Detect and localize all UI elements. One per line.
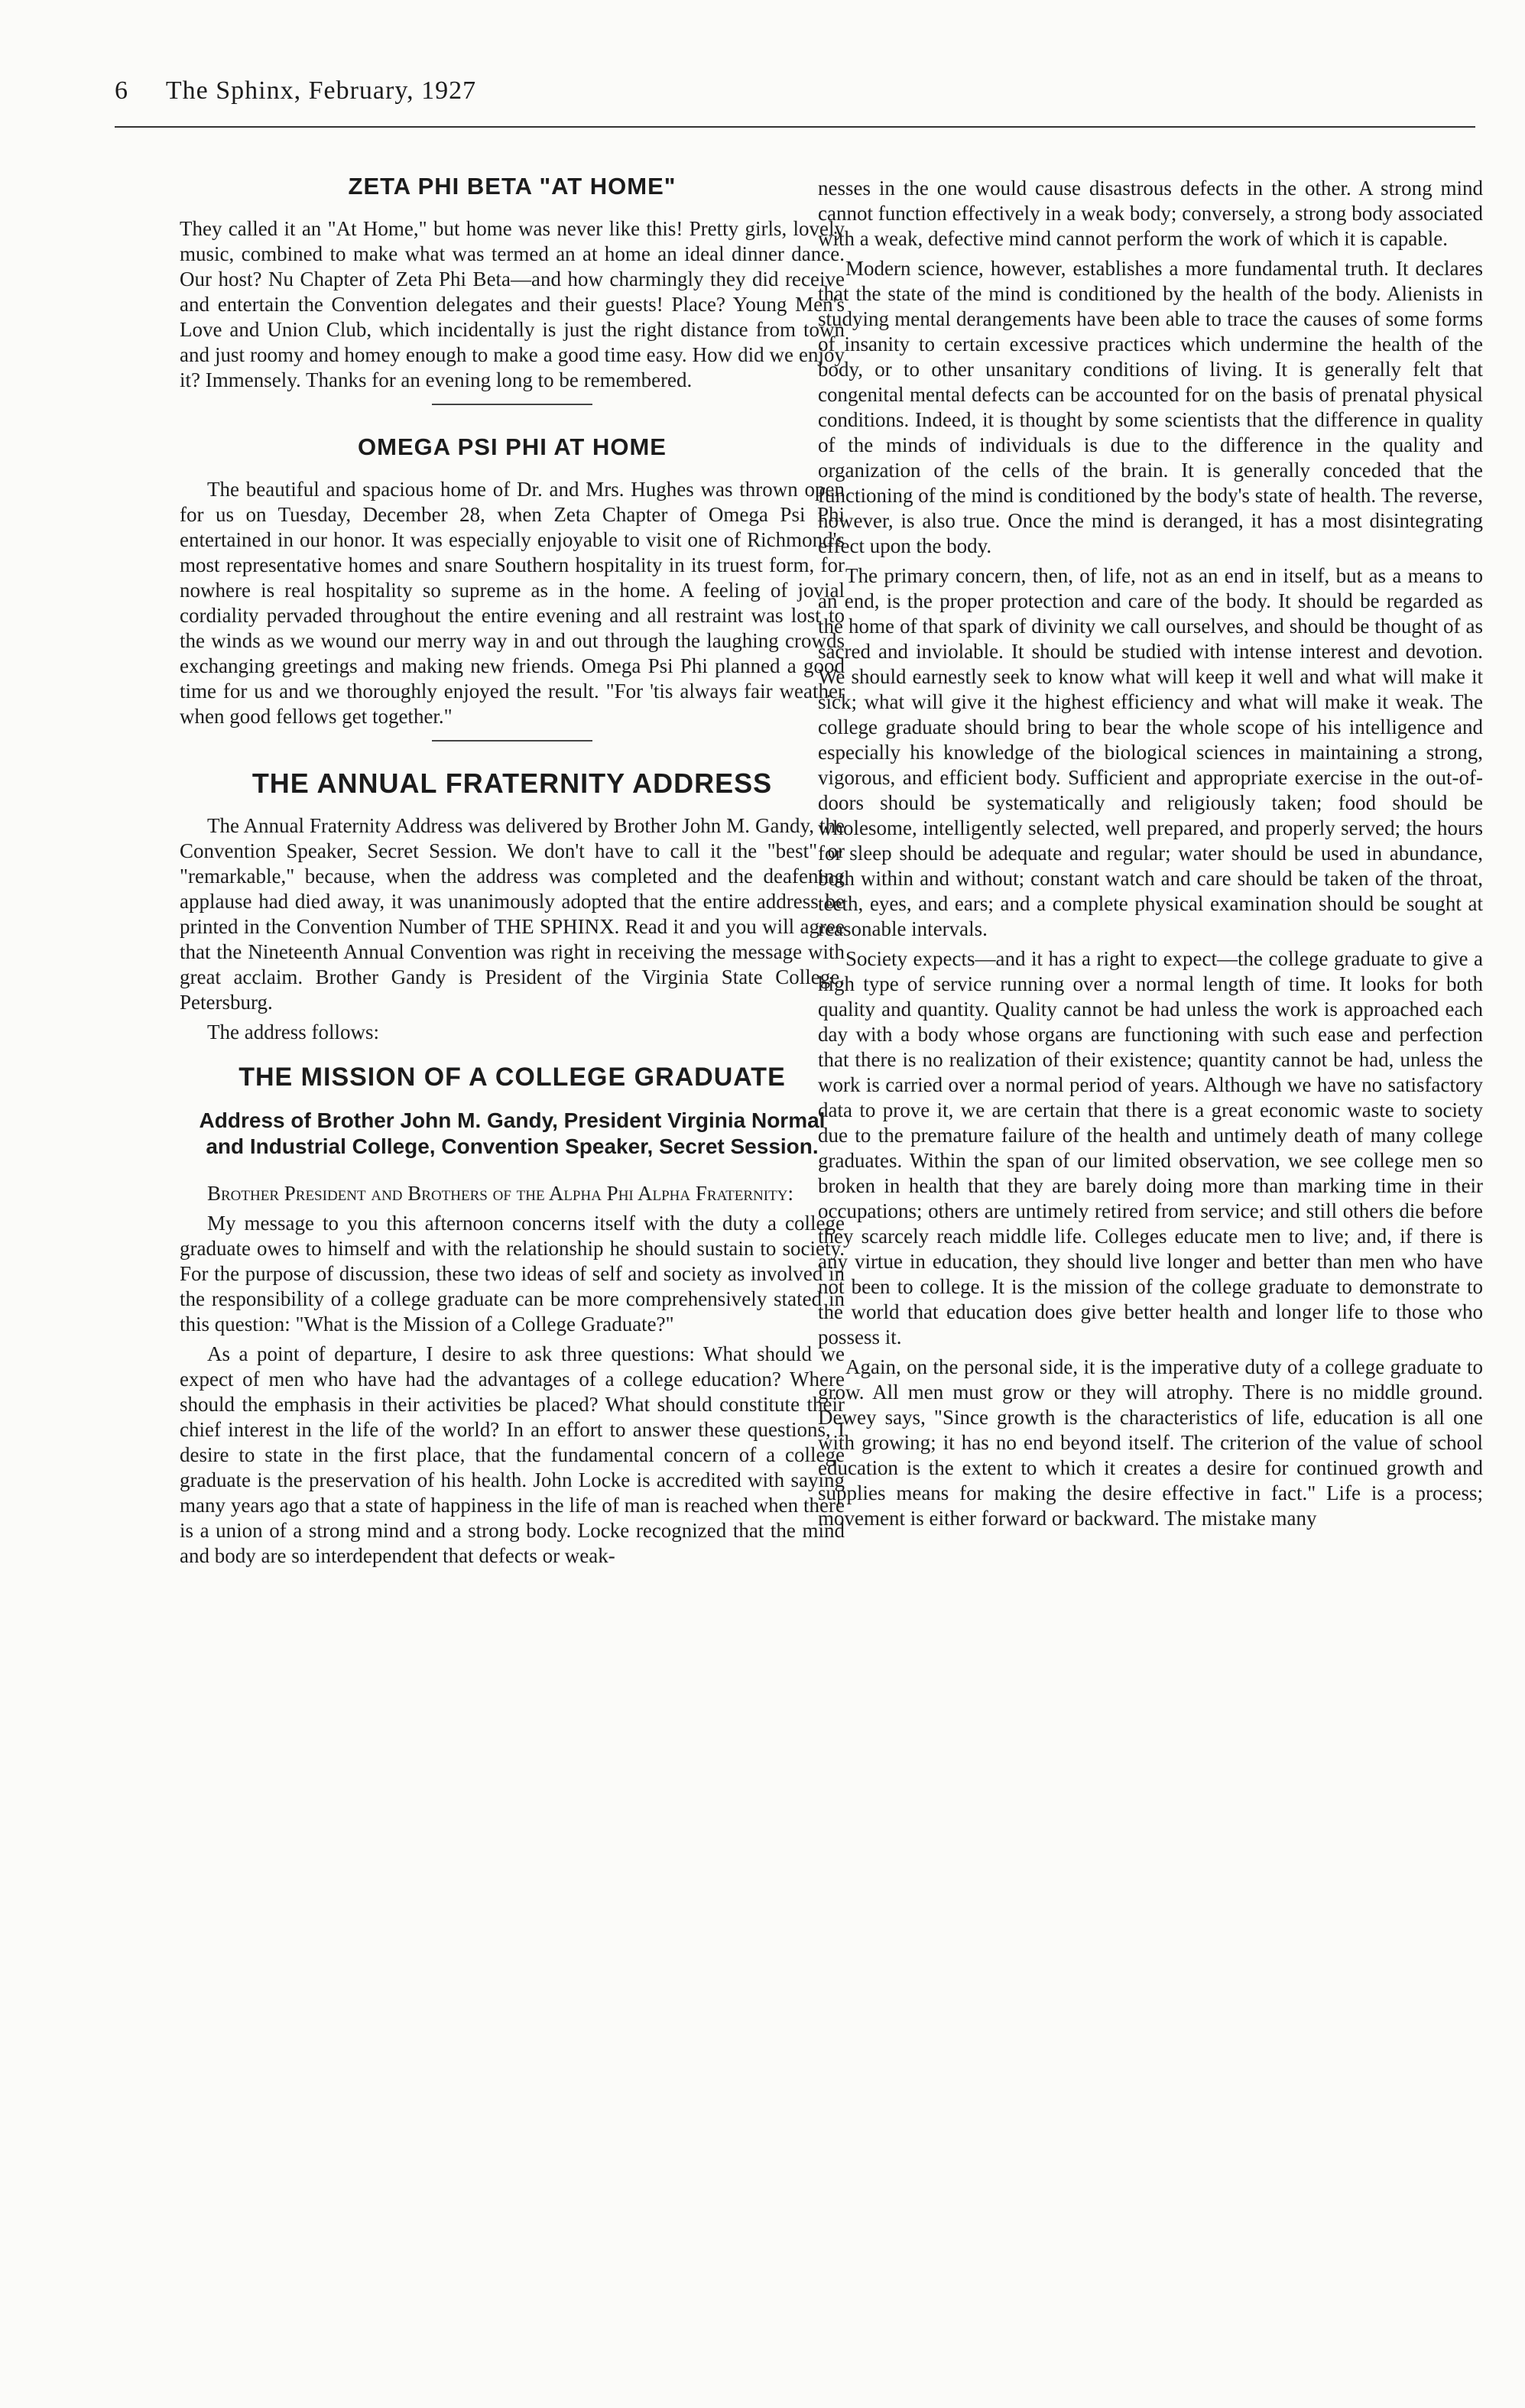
- omega-title: OMEGA PSI PHI AT HOME: [358, 433, 667, 460]
- mission-subtitle: Address of Brother John M. Gandy, President Virginia Normal and Industrial College, Convention Speaker, Secret Session.: [199, 1108, 826, 1158]
- address-intro-paragraph: The Annual Fraternity Address was delivered by Brother John M. Gandy, the Convention Speaker, Secret Session. We don't have to call it the "best" or "remarkable," because, when the address was completed and the deafening applause had died away, it was unanimously adopted that the entire address be printed in the Convention Number of THE SPHINX. Read it and you will agree that the Nineteenth Annual Convention was right in receiving the message with great acclaim. Brother Gandy is President of the Virginia State College, Petersburg.: [180, 814, 845, 1014]
- right-column: [818, 176, 1483, 1536]
- body-paragraph: Modern science, however, establishes a more fundamental truth. It declares that the state of the mind is conditioned by the health of the body. Alienists in studying mental derangements have been able to trace the causes of some forms of insanity to certain excessive practices which undermine the health of the body, or to other unsanitary conditions of living. It is generally felt that congenital mental defects can be accounted for on the basis of prenatal physical conditions. Indeed, it is thought by some scientists that the difference in quality of the minds of individuals is due to the difference in the quality and organization of the cells of the brain. It is generally conceded that the functioning of the mind is conditioned by the body's state of health. The reverse, however, is also true. Once the mind is deranged, it has a most disintegrating effect upon the body.: [818, 257, 1483, 557]
- body-paragraph: Again, on the personal side, it is the imperative duty of a college graduate to grow. All men must grow or they will atrophy. There is no middle ground. Dewey says, "Since growth is the characteristics of life, education is all one with growing; it has no end beyond itself. The criterion of the value of school education is the extent to which it creates a desire for continued growth and supplies means for making the desire effective in fact." Life is a process; movement is either forward or backward. The mistake many: [818, 1355, 1483, 1530]
- page-number: 6: [115, 76, 128, 105]
- section-divider: [432, 404, 592, 405]
- body-paragraph: nesses in the one would cause disastrous defects in the other. A strong mind cannot function effectively in a weak body; conversely, a strong body associated with a weak, defective mind cannot perform the work of which it is capable.: [818, 177, 1483, 250]
- header-rule: [115, 126, 1475, 128]
- left-column: [180, 172, 845, 1573]
- address-intro-paragraph: The address follows:: [207, 1021, 379, 1043]
- mission-title: THE MISSION OF A COLLEGE GRADUATE: [238, 1063, 786, 1092]
- section-divider: [432, 740, 592, 742]
- address-intro-title: THE ANNUAL FRATERNITY ADDRESS: [251, 768, 773, 799]
- running-title: The Sphinx, February, 1927: [165, 76, 477, 105]
- mission-paragraph: My message to you this afternoon concerns itself with the duty a college graduate owes to himself and with the relationship he should sustain to society. For the purpose of discussion, these two ideas of self and society as involved in the responsibility of a college graduate can be more comprehensively stated in this question: "What is the Mission of a College Graduate?": [180, 1212, 845, 1335]
- omega-paragraph: The beautiful and spacious home of Dr. and Mrs. Hughes was thrown open for us on Tuesday, December 28, when Zeta Chapter of Omega Psi Phi entertained in our honor. It was especially enjoyable to visit one of Richmond's most representative homes and snare Southern hospitality in its truest form, for nowhere is real hospitality so supreme as in the home. A feeling of jovial cordiality pervaded throughout the entire evening and all restraint was lost to the winds as we wound our merry way in and out through the laughing crowds exchanging greetings and making new friends. Omega Psi Phi planned a good time for us and we thoroughly enjoyed the result. "For 'tis always fair weather when good fellows get together.": [180, 478, 845, 728]
- zeta-title: ZETA PHI BETA "AT HOME": [348, 173, 677, 200]
- body-paragraph: The primary concern, then, of life, not as an end in itself, but as a means to an end, is the proper protection and care of the body. It should be regarded as the home of that spark of divinity we call ourselves, and should be thought of as sacred and inviolable. It should be studied with intense interest and devotion. We should earnestly seek to know what will keep it well and what will make it sick; what will give it the highest efficiency and what will make it weak. The college graduate should bring to bear the whole scope of his intelligence and especially his knowledge of the biological sciences in maintaining a strong, vigorous, and efficient body. Sufficient and appropriate exercise in the out-of-doors should be systematically and religiously taken; food should be wholesome, intelligently selected, well prepared, and properly served; the hours for sleep should be adequate and regular; water should be used in abundance, both within and without; constant watch and care should be taken of the throat, teeth, eyes, and ears; and a complete physical examination should be sought at reasonable intervals.: [818, 564, 1483, 940]
- mission-paragraph: As a point of departure, I desire to ask three questions: What should we expect of men who have had the advantages of a college education? Where should the emphasis in their activities be placed? What should constitute their chief interest in the life of the world? In an effort to answer these questions, I desire to state in the first place, that the fundamental concern of a college graduate is the preservation of his health. John Locke is accredited with saying many years ago that a state of happiness in the life of man is reached when there is a union of a strong mind and a strong body. Locke recognized that the mind and body are so interdependent that defects or weak-: [180, 1342, 845, 1567]
- running-head: [115, 76, 1475, 105]
- zeta-paragraph: They called it an "At Home," but home was never like this! Pretty girls, lovely music, combined to make what was termed an at home an ideal dinner dance. Our host? Nu Chapter of Zeta Phi Beta—and how charmingly they did receive and entertain the Convention delegates and their guests! Place? Young Men's Love and Union Club, which incidentally is just the right distance from town and just roomy and homey enough to make a good time easy. How did we enjoy it? Immensely. Thanks for an evening long to be remembered.: [180, 217, 845, 391]
- mission-salutation: Brother President and Brothers of the Alpha Phi Alpha Fraternity:: [207, 1182, 793, 1205]
- body-paragraph: Society expects—and it has a right to expect—the college graduate to give a high type of service running over a normal length of time. It looks for both quality and quantity. Quality cannot be had unless the work is approached each day with a body whose organs are functioning with such ease and perfection that there is no realization of their existence; quantity cannot be had, unless the work is carried over a normal period of years. Although we have no satisfactory data to prove it, we are certain that there is a great economic waste to society due to the premature failure of the health and untimely death of many college graduates. Within the span of our limited observation, we see college men so broken in health that they are barely doing more than marking time in their occupations; others are untimely retired from service; and still others die before they scarcely reach middle life. Colleges educate men to live; and, if there is any virtue in education, they should live longer and better than men who have not been to college. It is the mission of the college graduate to demonstrate to the world that education does give better health and longer life to those who possess it.: [818, 947, 1483, 1348]
